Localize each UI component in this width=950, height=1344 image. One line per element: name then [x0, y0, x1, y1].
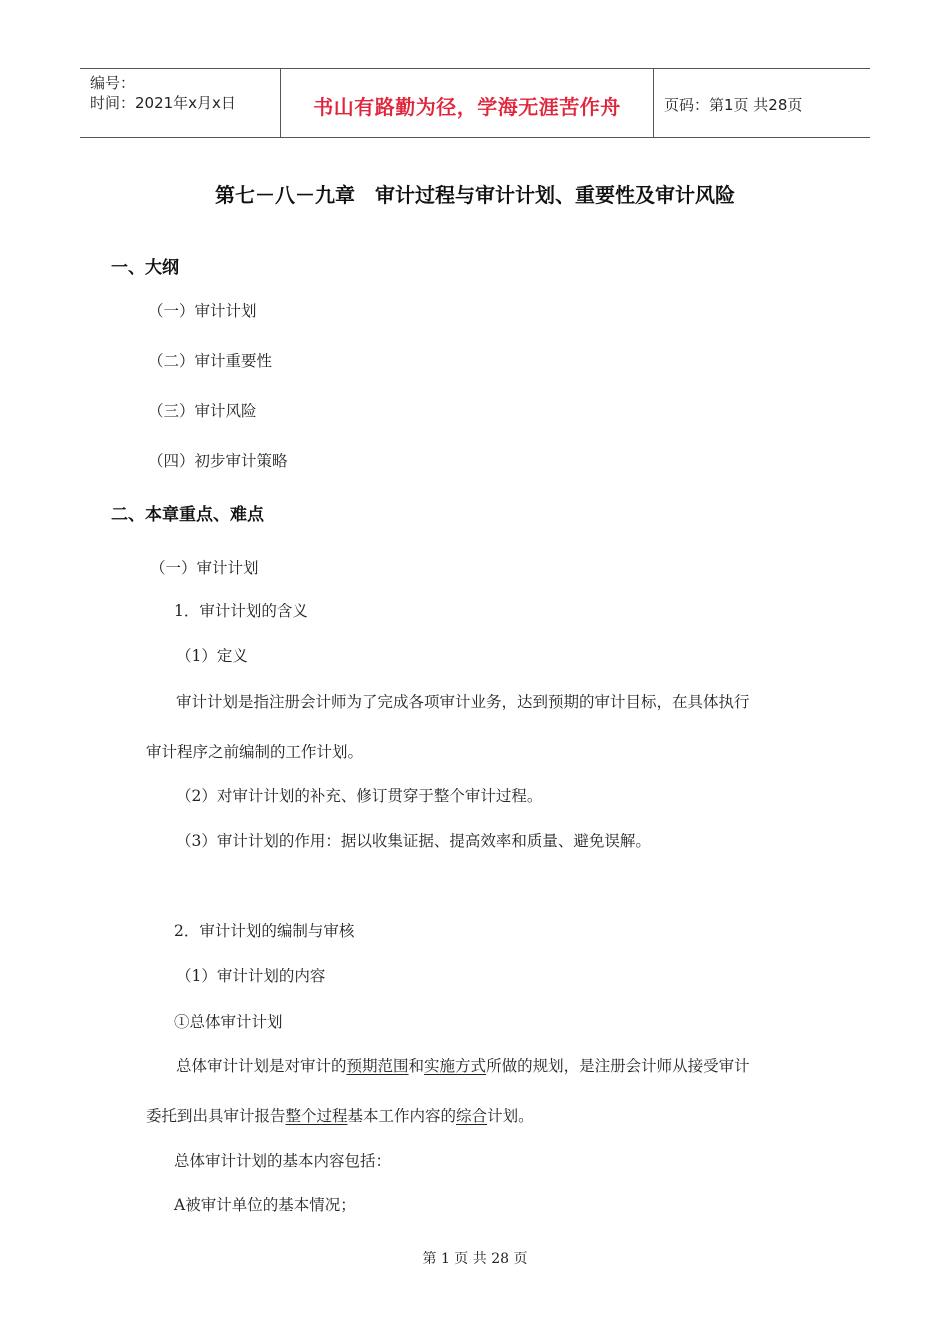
- text-run: 委托到出具审计报告: [146, 1107, 286, 1125]
- paragraph-line: [146, 1104, 534, 1126]
- paragraph-line: A被审计单位的基本情况；: [174, 1196, 356, 1214]
- text-run: 和: [408, 1057, 425, 1075]
- underlined-term: 综合: [456, 1107, 488, 1125]
- point-item: （3）审计计划的作用：据以收集证据、提高效率和质量、避免误解。: [176, 832, 651, 850]
- outline-item: （四）初步审计策略: [148, 452, 288, 470]
- section-heading-outline: 一、大纲: [111, 258, 179, 278]
- underlined-term: 预期范围: [346, 1057, 409, 1075]
- point-heading: 2．审计计划的编制与审核: [174, 922, 355, 940]
- outline-item: （三）审计风险: [148, 402, 257, 420]
- point-heading: 1．审计计划的含义: [174, 602, 308, 620]
- point-item: （1）审计计划的内容: [176, 967, 326, 985]
- point-item: ①总体审计计划: [174, 1013, 283, 1031]
- text-run: 所做的规划，是注册会计师从接受审计: [486, 1057, 750, 1075]
- header-meta-cell: [80, 69, 281, 137]
- point-item: （2）对审计计划的补充、修订贯穿于整个审计过程。: [176, 787, 543, 805]
- text-run: 计划。: [487, 1107, 534, 1125]
- paragraph-line: 审计程序之前编制的工作计划。: [146, 743, 364, 761]
- section-heading-key-points: 二、本章重点、难点: [111, 505, 264, 525]
- paragraph-line: [176, 1054, 750, 1076]
- header-table: [80, 68, 870, 138]
- motto: 书山有路勤为径，学海无涯苦作舟: [313, 95, 621, 119]
- header-page-cell: [654, 69, 870, 137]
- underlined-term: 实施方式: [424, 1057, 487, 1075]
- paragraph-line: 审计计划是指注册会计师为了完成各项审计业务，达到预期的审计目标，在具体执行: [176, 693, 750, 711]
- time-label: 时间：2021年x月x日: [90, 94, 236, 112]
- point-item: （1）定义: [176, 647, 248, 665]
- outline-item: （二）审计重要性: [148, 352, 273, 370]
- chapter-title: 第七－八－九章 审计过程与审计计划、重要性及审计风险: [215, 183, 735, 207]
- paragraph-line: 总体审计计划的基本内容包括：: [174, 1152, 392, 1170]
- underlined-term: 整个过程: [285, 1107, 348, 1125]
- page-info: 页码：第1页 共28页: [664, 96, 803, 114]
- text-run: 基本工作内容的: [347, 1107, 457, 1125]
- text-run: 总体审计计划是对审计的: [176, 1057, 347, 1075]
- outline-item: （一）审计计划: [148, 302, 257, 320]
- header-motto-cell: [281, 69, 654, 137]
- page-footer: 第 1 页 共 28 页: [422, 1251, 528, 1267]
- subsection-heading: （一）审计计划: [150, 559, 259, 577]
- serial-label: 编号：: [90, 74, 136, 92]
